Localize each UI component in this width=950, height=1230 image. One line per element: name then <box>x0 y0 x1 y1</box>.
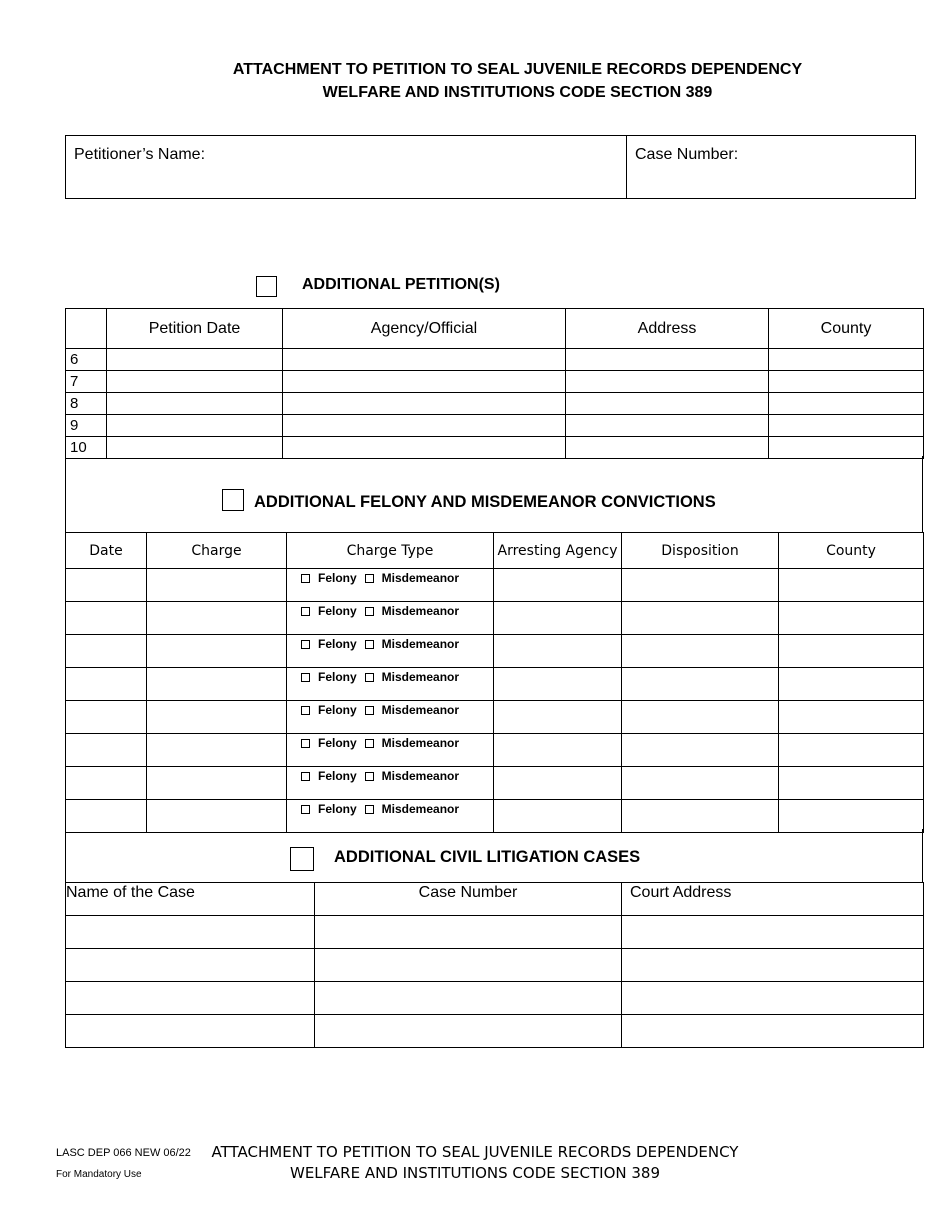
checkbox-icon <box>365 739 374 748</box>
petitions-col-county: County <box>769 309 924 349</box>
table-cell[interactable] <box>66 569 147 602</box>
table-row <box>66 1015 924 1048</box>
convictions-col-disposition: Disposition <box>622 533 779 569</box>
convictions-col-date: Date <box>66 533 147 569</box>
table-cell[interactable] <box>769 415 924 437</box>
table-cell[interactable] <box>779 668 924 701</box>
petitioner-name-field[interactable] <box>66 136 627 198</box>
table-cell[interactable] <box>66 916 315 949</box>
table-row <box>66 767 924 800</box>
table-cell[interactable] <box>769 371 924 393</box>
petitioner-name-label: Petitioner’s Name: <box>74 146 206 163</box>
checkbox-icon <box>301 772 310 781</box>
misdemeanor-option[interactable] <box>365 802 459 816</box>
felony-label: Felony <box>318 802 357 816</box>
table-cell[interactable] <box>494 734 622 767</box>
felony-label: Felony <box>318 703 357 717</box>
checkbox-icon <box>365 574 374 583</box>
footer-subtitle: WELFARE AND INSTITUTIONS CODE SECTION 389 <box>289 1164 660 1182</box>
checkbox-icon <box>365 673 374 682</box>
table-cell[interactable] <box>622 569 779 602</box>
charge-type-cell <box>287 635 494 668</box>
table-row <box>66 635 924 668</box>
charge-type-cell <box>287 569 494 602</box>
case-number-field[interactable] <box>627 136 915 198</box>
row-number: 7 <box>66 371 107 393</box>
table-row <box>66 415 924 437</box>
row-number: 9 <box>66 415 107 437</box>
table-cell[interactable] <box>107 371 283 393</box>
table-cell[interactable] <box>66 668 147 701</box>
felony-option[interactable] <box>301 571 357 585</box>
table-cell[interactable] <box>494 800 622 833</box>
table-cell[interactable] <box>566 349 769 371</box>
misdemeanor-option[interactable] <box>365 769 459 783</box>
table-cell[interactable] <box>283 393 566 415</box>
petitions-col-address: Address <box>566 309 769 349</box>
checkbox-icon <box>365 607 374 616</box>
table-cell[interactable] <box>107 393 283 415</box>
table-cell[interactable] <box>622 734 779 767</box>
table-cell[interactable] <box>566 393 769 415</box>
charge-type-cell <box>287 800 494 833</box>
table-cell[interactable] <box>66 982 315 1015</box>
felony-label: Felony <box>318 604 357 618</box>
civil-col-case-number: Case Number <box>315 883 622 916</box>
checkbox-icon <box>301 607 310 616</box>
table-row <box>66 371 924 393</box>
table-cell[interactable] <box>147 734 287 767</box>
table-row <box>66 734 924 767</box>
table-cell[interactable] <box>283 349 566 371</box>
form-subtitle: WELFARE AND INSTITUTIONS CODE SECTION 389 <box>322 84 713 101</box>
civil-header-row <box>66 883 924 916</box>
table-cell[interactable] <box>147 635 287 668</box>
case-number-label: Case Number: <box>635 146 739 163</box>
charge-type-cell <box>287 668 494 701</box>
table-row <box>66 569 924 602</box>
mandatory-use-note: For Mandatory Use <box>56 1169 142 1180</box>
table-cell[interactable] <box>66 734 147 767</box>
table-cell[interactable] <box>107 349 283 371</box>
additional-civil-checkbox[interactable] <box>290 847 314 871</box>
table-row <box>66 800 924 833</box>
misdemeanor-option[interactable] <box>365 571 459 585</box>
table-cell[interactable] <box>622 949 924 982</box>
charge-type-cell <box>287 767 494 800</box>
table-cell[interactable] <box>66 800 147 833</box>
additional-civil-label: ADDITIONAL CIVIL LITIGATION CASES <box>334 848 641 866</box>
table-cell[interactable] <box>622 916 924 949</box>
table-cell[interactable] <box>147 767 287 800</box>
misdemeanor-label: Misdemeanor <box>381 802 460 816</box>
table-cell[interactable] <box>622 701 779 734</box>
table-cell[interactable] <box>779 701 924 734</box>
table-cell[interactable] <box>315 1015 622 1048</box>
table-cell[interactable] <box>622 1015 924 1048</box>
table-cell[interactable] <box>315 916 622 949</box>
checkbox-icon <box>365 772 374 781</box>
table-cell[interactable] <box>779 635 924 668</box>
charge-type-cell <box>287 701 494 734</box>
additional-petitions-checkbox[interactable] <box>256 276 277 297</box>
table-cell[interactable] <box>494 635 622 668</box>
petitions-col-date: Petition Date <box>107 309 283 349</box>
petitions-table <box>65 308 924 459</box>
felony-label: Felony <box>318 571 357 585</box>
table-row <box>66 602 924 635</box>
misdemeanor-option[interactable] <box>365 703 459 717</box>
felony-option[interactable] <box>301 802 357 816</box>
felony-label: Felony <box>318 637 357 651</box>
table-cell[interactable] <box>66 1015 315 1048</box>
checkbox-icon <box>365 640 374 649</box>
table-cell[interactable] <box>315 949 622 982</box>
additional-petitions-label: ADDITIONAL PETITION(S) <box>302 276 500 293</box>
checkbox-icon <box>365 805 374 814</box>
misdemeanor-label: Misdemeanor <box>381 703 460 717</box>
felony-option[interactable] <box>301 769 357 783</box>
table-cell[interactable] <box>769 393 924 415</box>
table-cell[interactable] <box>283 371 566 393</box>
checkbox-icon <box>365 706 374 715</box>
table-cell[interactable] <box>66 602 147 635</box>
form-title: ATTACHMENT TO PETITION TO SEAL JUVENILE RECORDS DEPENDENCY <box>232 61 803 78</box>
table-cell[interactable] <box>147 602 287 635</box>
petitions-col-num <box>66 309 107 349</box>
table-cell[interactable] <box>622 767 779 800</box>
convictions-col-arresting-agency: Arresting Agency <box>494 533 622 569</box>
checkbox-icon <box>301 574 310 583</box>
felony-label: Felony <box>318 670 357 684</box>
table-row <box>66 349 924 371</box>
felony-option[interactable] <box>301 604 357 618</box>
misdemeanor-label: Misdemeanor <box>381 604 460 618</box>
charge-type-cell <box>287 602 494 635</box>
table-cell[interactable] <box>622 602 779 635</box>
table-cell[interactable] <box>494 668 622 701</box>
table-row <box>66 949 924 982</box>
table-cell[interactable] <box>147 701 287 734</box>
charge-type-cell <box>287 734 494 767</box>
table-cell[interactable] <box>622 635 779 668</box>
table-cell[interactable] <box>494 701 622 734</box>
table-row <box>66 668 924 701</box>
table-row <box>66 393 924 415</box>
form-code: LASC DEP 066 NEW 06/22 <box>56 1147 191 1159</box>
civil-col-case-name: Name of the Case <box>66 883 315 916</box>
table-cell[interactable] <box>779 569 924 602</box>
table-row <box>66 916 924 949</box>
checkbox-icon <box>301 640 310 649</box>
row-number: 10 <box>66 437 107 459</box>
table-cell[interactable] <box>779 602 924 635</box>
table-cell[interactable] <box>66 701 147 734</box>
table-cell[interactable] <box>566 415 769 437</box>
table-cell[interactable] <box>779 767 924 800</box>
table-cell[interactable] <box>494 569 622 602</box>
convictions-col-charge-type: Charge Type <box>287 533 494 569</box>
convictions-table <box>65 532 924 833</box>
civil-table <box>65 882 924 1048</box>
checkbox-icon <box>301 673 310 682</box>
table-cell[interactable] <box>566 371 769 393</box>
misdemeanor-label: Misdemeanor <box>381 769 460 783</box>
table-cell[interactable] <box>66 949 315 982</box>
misdemeanor-option[interactable] <box>365 736 459 750</box>
misdemeanor-label: Misdemeanor <box>381 736 460 750</box>
misdemeanor-option[interactable] <box>365 604 459 618</box>
felony-label: Felony <box>318 769 357 783</box>
table-cell[interactable] <box>147 800 287 833</box>
table-cell[interactable] <box>66 635 147 668</box>
table-cell[interactable] <box>779 734 924 767</box>
table-cell[interactable] <box>66 767 147 800</box>
misdemeanor-option[interactable] <box>365 637 459 651</box>
misdemeanor-label: Misdemeanor <box>381 571 460 585</box>
felony-label: Felony <box>318 736 357 750</box>
table-row <box>66 701 924 734</box>
footer-title: ATTACHMENT TO PETITION TO SEAL JUVENILE RECORDS DEPENDENCY <box>211 1143 739 1161</box>
table-cell[interactable] <box>622 668 779 701</box>
row-number: 6 <box>66 349 107 371</box>
civil-col-court-address: Court Address <box>622 883 924 916</box>
convictions-col-charge: Charge <box>147 533 287 569</box>
felony-option[interactable] <box>301 670 357 684</box>
table-cell[interactable] <box>494 602 622 635</box>
table-cell[interactable] <box>147 668 287 701</box>
table-cell[interactable] <box>315 982 622 1015</box>
table-cell[interactable] <box>283 415 566 437</box>
felony-option[interactable] <box>301 703 357 717</box>
misdemeanor-label: Misdemeanor <box>381 637 460 651</box>
petitions-col-agency: Agency/Official <box>283 309 566 349</box>
table-cell[interactable] <box>779 800 924 833</box>
table-cell[interactable] <box>107 415 283 437</box>
misdemeanor-label: Misdemeanor <box>381 670 460 684</box>
table-cell[interactable] <box>147 569 287 602</box>
checkbox-icon <box>301 706 310 715</box>
felony-option[interactable] <box>301 736 357 750</box>
misdemeanor-option[interactable] <box>365 670 459 684</box>
checkbox-icon <box>301 805 310 814</box>
checkbox-icon <box>301 739 310 748</box>
name-case-box <box>65 135 916 199</box>
additional-convictions-label: ADDITIONAL FELONY AND MISDEMEANOR CONVICTIONS <box>254 493 716 511</box>
convictions-col-county: County <box>779 533 924 569</box>
petitions-header-row <box>66 309 924 349</box>
felony-option[interactable] <box>301 637 357 651</box>
table-cell[interactable] <box>622 982 924 1015</box>
table-cell[interactable] <box>622 800 779 833</box>
table-cell[interactable] <box>769 349 924 371</box>
additional-convictions-checkbox[interactable] <box>222 489 244 511</box>
table-row <box>66 982 924 1015</box>
convictions-header-row <box>66 533 924 569</box>
table-cell[interactable] <box>494 767 622 800</box>
row-number: 8 <box>66 393 107 415</box>
